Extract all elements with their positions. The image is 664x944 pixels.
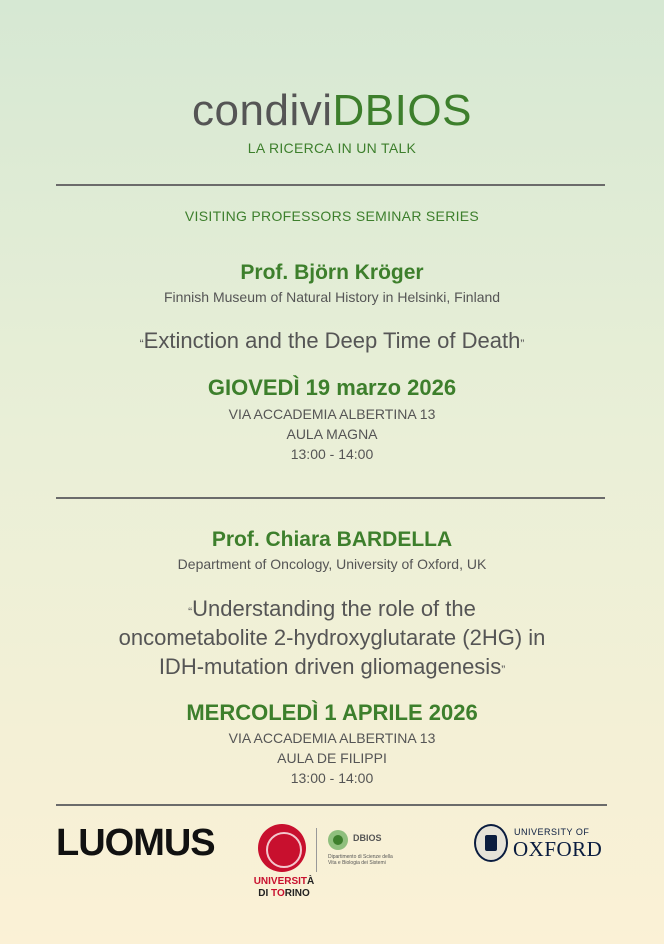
- tagline: LA RICERCA IN UN TALK: [247, 140, 417, 156]
- oxford-logo: [474, 824, 614, 868]
- seminar-venue-1: [0, 404, 664, 464]
- speaker-affiliation-2: Department of Oncology, University of Oxford, UK: [177, 556, 487, 572]
- luomus-logo: LUOMUS: [56, 822, 215, 864]
- venue-time: 13:00 - 14:00: [290, 770, 374, 786]
- talk-title-line: IDH-mutation driven gliomagenesis”: [158, 654, 506, 679]
- talk-title-line: “Understanding the role of the: [188, 596, 476, 621]
- series-title: VISITING PROFESSORS SEMINAR SERIES: [184, 208, 480, 224]
- oxford-small-text: UNIVERSITY OF: [514, 827, 590, 837]
- open-quote: “: [188, 605, 193, 619]
- talk-title-2: [0, 594, 664, 681]
- dbios-label: DBIOS: [353, 833, 382, 843]
- seminar-date-2: MERCOLEDÌ 1 APRILE 2026: [186, 700, 478, 725]
- venue-address: VIA ACCADEMIA ALBERTINA 13: [228, 730, 436, 746]
- venue-address: VIA ACCADEMIA ALBERTINA 13: [228, 406, 436, 422]
- venue-time: 13:00 - 14:00: [290, 446, 374, 462]
- logo-separator: [316, 828, 317, 872]
- close-quote: ”: [501, 663, 506, 677]
- divider-bottom: [56, 804, 607, 806]
- speaker-affiliation-1: Finnish Museum of Natural History in Helsinki, Finland: [163, 289, 501, 305]
- divider-middle: [56, 497, 605, 499]
- talk-title-line: Extinction and the Deep Time of Death: [143, 328, 521, 353]
- brand-part-condivi: condivi: [192, 86, 333, 135]
- talk-title-1: [0, 326, 664, 355]
- unito-seal-icon: [258, 824, 306, 872]
- oxford-crest-icon: [474, 824, 508, 862]
- speaker-name-1: Prof. Björn Kröger: [240, 261, 424, 284]
- dbios-mark-icon: [328, 830, 348, 850]
- close-quote: ”: [520, 337, 525, 351]
- unito-dbios-logo: [252, 824, 392, 904]
- venue-room: AULA DE FILIPPI: [277, 750, 387, 766]
- seminar-venue-2: [0, 728, 664, 788]
- talk-title-line: oncometabolite 2-hydroxyglutarate (2HG) in: [118, 625, 546, 650]
- open-quote: “: [139, 337, 144, 351]
- speaker-name-2: Prof. Chiara BARDELLA: [211, 528, 453, 551]
- seminar-date-1: GIOVEDÌ 19 marzo 2026: [207, 375, 457, 400]
- oxford-wordmark: OXFORD: [513, 837, 603, 861]
- venue-room: AULA MAGNA: [286, 426, 378, 442]
- dbios-description: Dipartimento di Scienze della Vita e Biologia dei Sistemi: [328, 854, 393, 866]
- divider-top: [56, 184, 605, 186]
- unito-wordmark: UNIVERSITÀ DI TORINO: [253, 876, 315, 899]
- brand-part-dbios: DBIOS: [332, 86, 472, 135]
- brand-title: [0, 86, 664, 136]
